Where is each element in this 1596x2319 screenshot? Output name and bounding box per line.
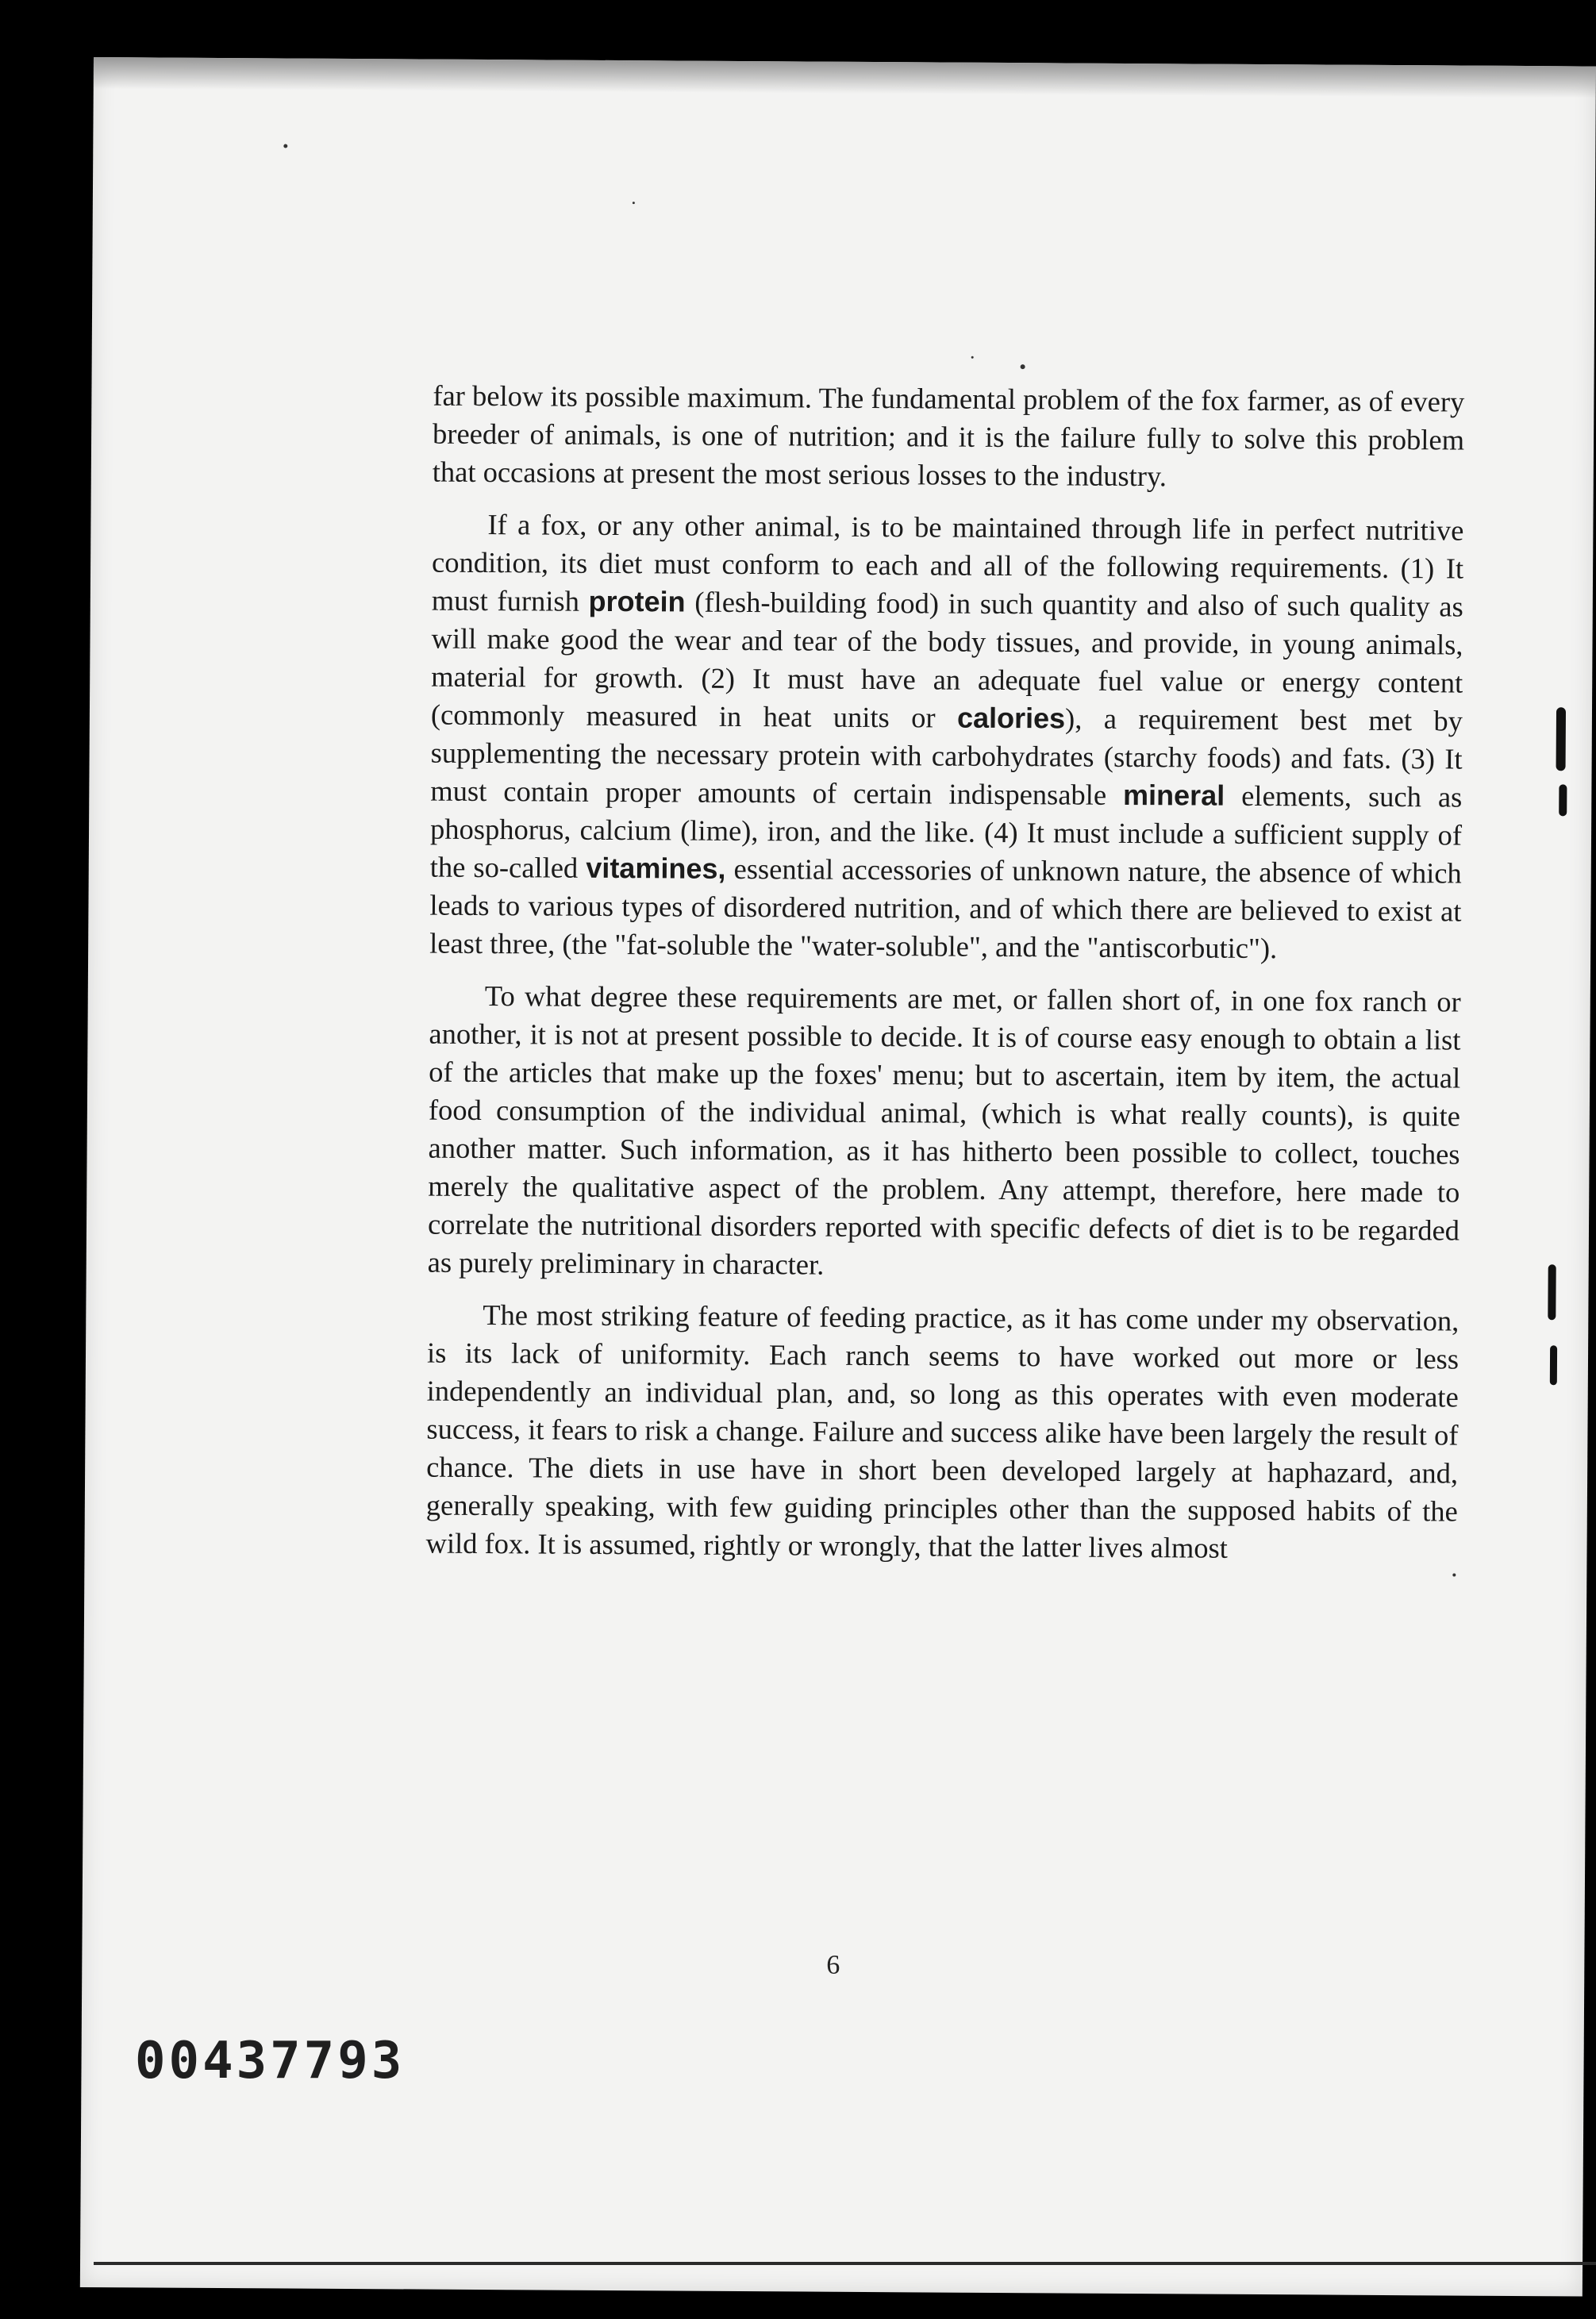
text-run: To what degree these requirements are met, or fallen short of, in one fox ranch or another, it is not at present possible to decide. It is of course easy enough to obtain a list of the articles that make up the foxes' menu; but to ascertain, item by item, the actual food consumption of the individual animal, (which is what really counts), is quite another matter. Such information, as it has hitherto been possible to collect, touches merely the qualitative aspect of the problem. Any attempt, therefore, here made to correlate the nutritional disorders reported with specific defects of diet is to be regarded as purely preliminary in character.: [427, 979, 1461, 1281]
dust-speck: [971, 356, 974, 359]
paragraph: [425, 1296, 1459, 1569]
dust-speck: [283, 144, 287, 148]
margin-mark: [1550, 1345, 1557, 1385]
page-sheet: [80, 57, 1596, 2297]
text-run: ), a requirement best met by supplementing the necessary protein with carbohydrates (starchy foods) and fats. (3) It must contain proper amounts of certain indispensable: [430, 702, 1463, 811]
text-run: elements, such as phosphorus, calcium (lime), iron, and the like. (4) It must include a sufficient supply of the so-called: [429, 779, 1463, 884]
keyword-calories: calories: [956, 701, 1066, 735]
text-run: (flesh-building food) in such quantity and also of such quality as will make good the wear and tear of the body tissues, and provide, in young animals, material for growth. (2) It must have an adequate fuel value or energy content (commonly measured in heat units or: [430, 585, 1463, 734]
text-run: If a fox, or any other animal, is to be maintained through life in perfect nutritive condition, its diet must conform to each and all of the following requirements. (1) It must furnish: [431, 508, 1464, 617]
dust-speck: [633, 202, 635, 204]
text-run: essential accessories of unknown nature, the absence of which leads to various types of disordered nutrition, and of which there are believed to exist at least three, (the "fat-soluble the "water-soluble", and the "antiscorbutic").: [429, 852, 1462, 965]
keyword-vitamines: vitamines,: [586, 851, 726, 885]
document-id: 00437793: [135, 2032, 406, 2090]
keyword-protein: protein: [588, 584, 686, 618]
margin-mark: [1559, 784, 1567, 816]
margin-mark: [1548, 1264, 1556, 1320]
keyword-mineral: mineral: [1122, 778, 1225, 812]
body-text: [425, 377, 1464, 1583]
text-run: The most striking feature of feeding practice, as it has come under my observation, is its lack of uniformity. Each ranch seems to have worked out more or less independently an individual plan, and, so long as this operates with even moderate success, it fears to risk a change. Failure and success alike have been largely the result of chance. The diets in use have in short been developed largely at haphazard, and, generally speaking, with few guiding principles other than the supposed habits of the wild fox. It is assumed, rightly or wrongly, that the latter lives almost: [425, 1298, 1459, 1564]
paragraph: [433, 377, 1465, 498]
page-number: 6: [826, 1950, 840, 1980]
text-run: far below its possible maximum. The fundamental problem of the fox farmer, as of every breeder of animals, is one of nutrition; and it is the failure fully to solve this problem that occasions at present the most serious losses to the industry.: [432, 379, 1465, 493]
page-top-shadow: [94, 57, 1596, 98]
page-edge: [94, 2262, 1596, 2265]
paragraph: [428, 977, 1461, 1288]
paragraph: [429, 506, 1463, 969]
margin-mark: [1556, 707, 1566, 771]
dust-speck: [1021, 364, 1025, 369]
